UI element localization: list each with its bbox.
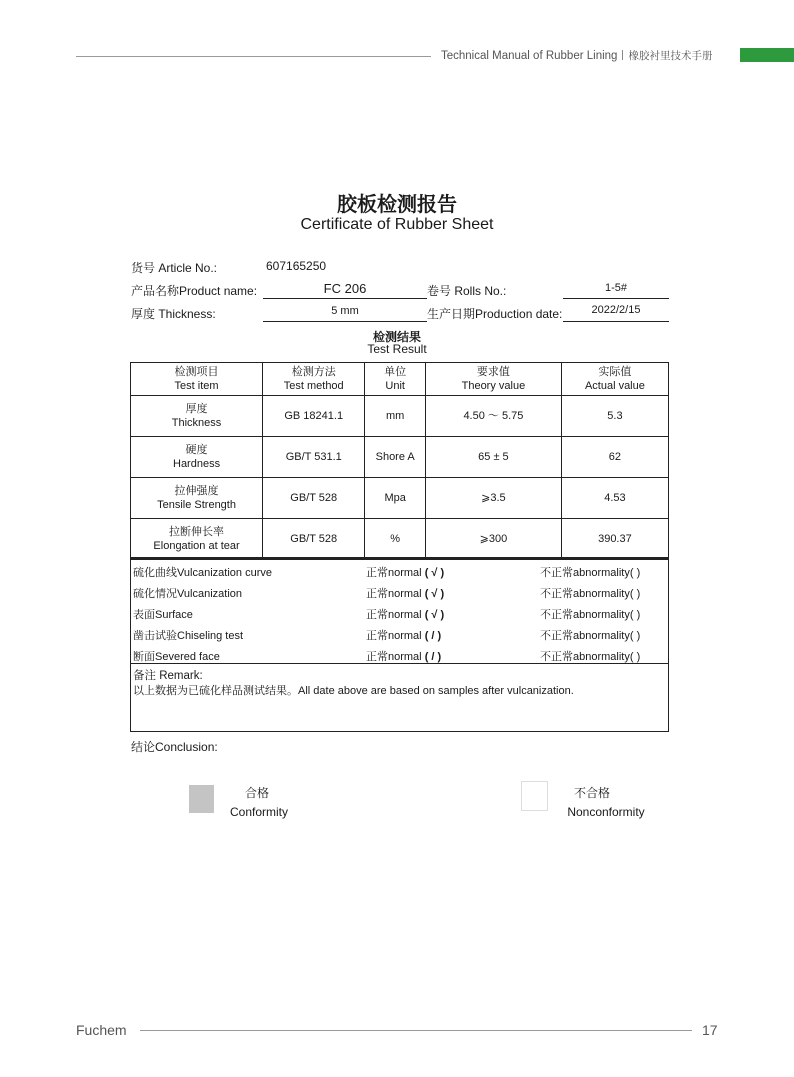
status-normal: 正常normal ( √ ) — [366, 567, 445, 579]
status-abnormal: 不正常abnormality( ) — [540, 609, 641, 621]
cell-item: 厚度 Thickness — [131, 396, 263, 437]
result-heading-en: Test Result — [367, 342, 427, 356]
cell-method: GB/T 528 — [263, 519, 365, 560]
date-underline — [563, 321, 669, 322]
header-cell-item: 检测项目 Test item — [131, 363, 263, 396]
cell-method: GB/T 531.1 — [263, 437, 365, 478]
status-item: 硫化情况Vulcanization — [133, 588, 243, 600]
table-row — [131, 519, 669, 560]
article-value: 607165250 — [266, 259, 327, 273]
status-item: 硫化曲线Vulcanization curve — [133, 567, 272, 579]
product-label: 产品名称Product name: — [131, 284, 258, 298]
thickness-label: 厚度 Thickness: — [131, 307, 216, 321]
cell-unit: % — [365, 519, 426, 560]
footer-brand: Fuchem — [76, 1022, 127, 1038]
cell-theory: 4.50 ～ 5.75 — [426, 396, 562, 437]
inspection-status-box — [130, 557, 669, 732]
page-number: 17 — [702, 1022, 718, 1038]
status-abnormal: 不正常abnormality( ) — [540, 630, 641, 642]
status-item: 断面Severed face — [133, 651, 220, 663]
rolls-value: 1-5# — [604, 282, 628, 294]
cell-actual: 5.3 — [561, 396, 668, 437]
article-label: 货号 Article No.: — [131, 261, 218, 275]
cell-item: 拉断伸长率 Elongation at tear — [131, 519, 263, 560]
status-abnormal: 不正常abnormality( ) — [540, 567, 641, 579]
status-mark: ( √ ) — [424, 609, 445, 621]
date-value: 2022/2/15 — [591, 304, 641, 316]
cell-unit: Mpa — [365, 478, 426, 519]
result-heading-zh: 检测结果 — [372, 330, 421, 344]
status-normal: 正常normal ( √ ) — [366, 609, 445, 621]
rolls-label: 卷号 Rolls No.: — [427, 284, 507, 298]
footer-rule — [140, 1030, 692, 1031]
remark-label: 备注 Remark: — [133, 670, 203, 682]
nonconformity-checkbox[interactable] — [521, 781, 548, 811]
remark-divider — [131, 663, 669, 664]
conclusion-label: 结论Conclusion: — [131, 740, 218, 754]
certificate-title-zh: 胶板检测报告 — [337, 194, 457, 216]
remark-text: 以上数据为已硫化样品测试结果。All date above are based on samples after vulcanization. — [133, 685, 574, 697]
cell-method: GB/T 528 — [263, 478, 365, 519]
status-normal: 正常normal ( / ) — [366, 651, 442, 663]
test-result-table — [130, 362, 669, 560]
cell-actual: 4.53 — [561, 478, 668, 519]
header-cell-unit: 单位 Unit — [365, 363, 426, 396]
conformity-label-en: Conformity — [229, 805, 288, 819]
cell-unit: Shore A — [365, 437, 426, 478]
cell-theory: 65 ± 5 — [426, 437, 562, 478]
header-cell-actual: 实际值 Actual value — [561, 363, 668, 396]
rolls-underline — [563, 298, 669, 299]
table-row — [131, 396, 669, 437]
header-title-zh: 橡胶衬里技术手册 — [628, 50, 713, 62]
cell-theory: ⩾300 — [426, 519, 562, 560]
conformity-label-zh: 合格 — [244, 786, 269, 800]
cell-theory: ⩾3.5 — [426, 478, 562, 519]
status-mark: ( √ ) — [424, 588, 445, 600]
header-rule — [76, 56, 431, 57]
status-mark: ( / ) — [424, 630, 442, 642]
product-underline — [263, 298, 427, 299]
conformity-checkbox[interactable] — [189, 785, 214, 813]
date-label: 生产日期Production date: — [427, 307, 563, 321]
thickness-underline — [263, 321, 427, 322]
status-normal: 正常normal ( √ ) — [366, 588, 445, 600]
certificate-title-en: Certificate of Rubber Sheet — [300, 216, 494, 233]
thickness-value: 5 mm — [331, 305, 359, 317]
status-abnormal: 不正常abnormality( ) — [540, 588, 641, 600]
product-value: FC 206 — [323, 281, 367, 296]
status-normal: 正常normal ( / ) — [366, 630, 442, 642]
cell-actual: 390.37 — [561, 519, 668, 560]
cell-actual: 62 — [561, 437, 668, 478]
status-mark: ( √ ) — [424, 567, 445, 579]
table-header-row — [131, 363, 669, 396]
cell-unit: mm — [365, 396, 426, 437]
header-title — [441, 48, 712, 63]
table-row — [131, 437, 669, 478]
status-item: 表面Surface — [133, 609, 193, 621]
status-mark: ( / ) — [424, 651, 442, 663]
header-cell-method: 检测方法 Test method — [263, 363, 365, 396]
nonconformity-label-zh: 不合格 — [573, 786, 610, 800]
cell-item: 硬度 Hardness — [131, 437, 263, 478]
header-cell-theory: 要求值 Theory value — [426, 363, 562, 396]
header-accent-bar — [740, 48, 794, 62]
nonconformity-label-en: Nonconformity — [567, 805, 645, 819]
status-abnormal: 不正常abnormality( ) — [540, 651, 641, 663]
header-title-en: Technical Manual of Rubber Lining — [441, 50, 618, 62]
cell-item: 拉伸强度 Tensile Strength — [131, 478, 263, 519]
cell-method: GB 18241.1 — [263, 396, 365, 437]
table-row — [131, 478, 669, 519]
header-divider — [622, 50, 623, 60]
status-item: 凿击试验Chiseling test — [133, 630, 244, 642]
